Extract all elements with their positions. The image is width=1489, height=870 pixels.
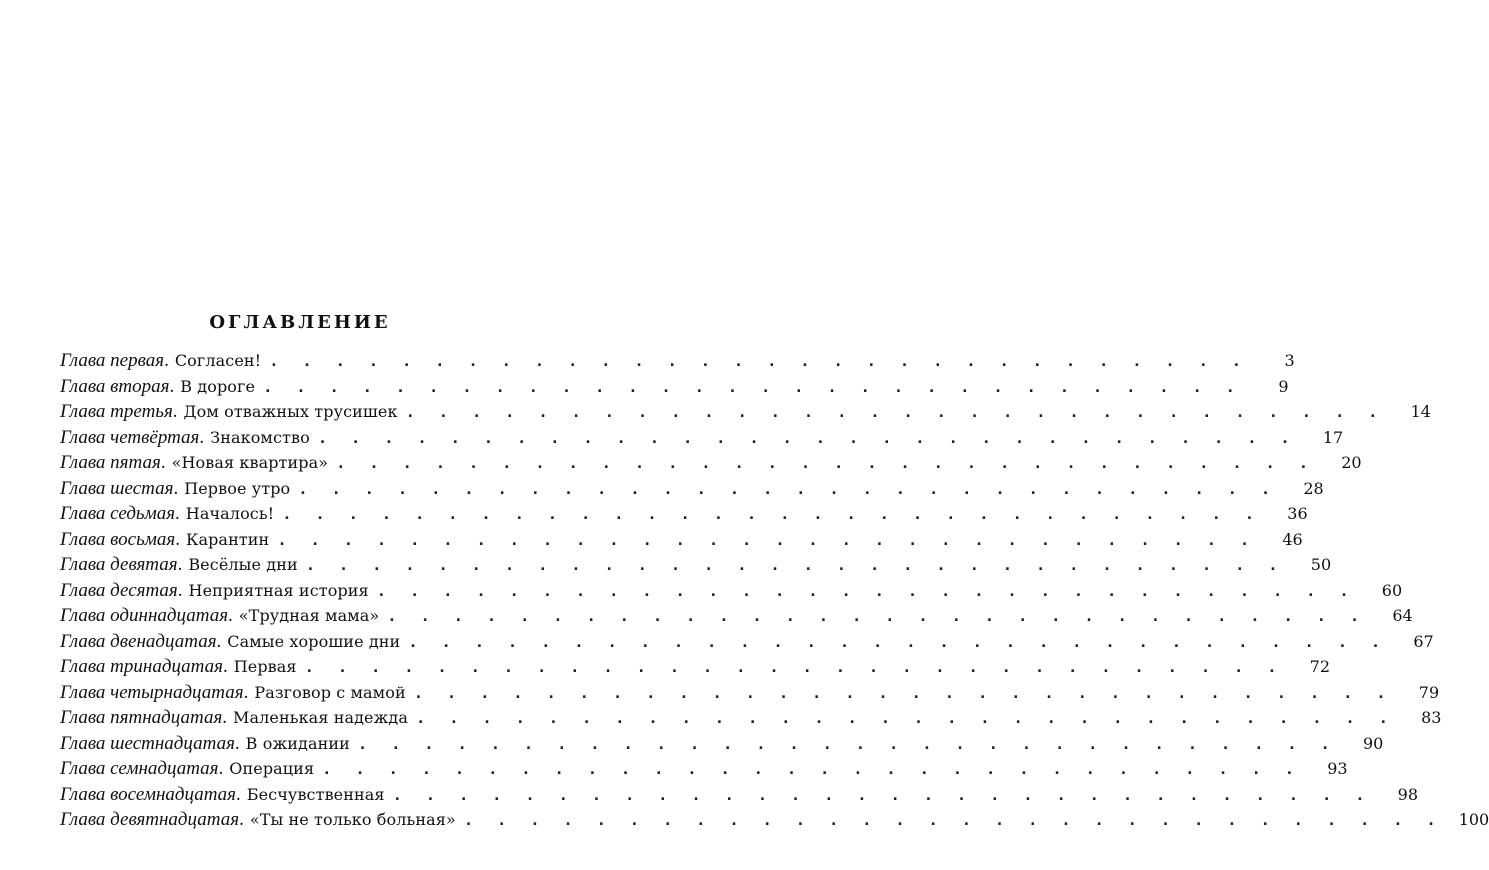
chapter-title: Карантин bbox=[185, 529, 270, 549]
page-number: 50 bbox=[1310, 555, 1332, 574]
table-of-contents bbox=[60, 350, 1489, 835]
separator: . bbox=[175, 503, 180, 524]
toc-entry bbox=[60, 783, 1419, 810]
separator: . bbox=[173, 477, 179, 499]
dot-leader: . . . . . . . . . . . . . . . . . . . . . . . . . . . . . . bbox=[465, 813, 1446, 829]
chapter-number: Глава пятнадцатая bbox=[60, 707, 223, 728]
separator: . bbox=[234, 732, 240, 754]
chapter-number: Глава седьмая bbox=[60, 503, 176, 524]
toc-entry bbox=[60, 758, 1348, 784]
page-number: 20 bbox=[1341, 453, 1362, 472]
separator: . bbox=[218, 758, 224, 779]
separator: . bbox=[222, 656, 228, 677]
chapter-title: Началось! bbox=[185, 504, 275, 523]
page-number: 83 bbox=[1421, 708, 1442, 727]
dot-leader: . . . . . . . . . . . . . . . . . . . . . . . . . . . . . . bbox=[279, 532, 1259, 549]
page-number: 36 bbox=[1287, 504, 1308, 523]
chapter-title: «Новая квартира» bbox=[171, 453, 329, 472]
chapter-title: Согласен! bbox=[174, 351, 262, 370]
separator: . bbox=[216, 630, 222, 652]
toc-entry bbox=[60, 477, 1324, 504]
separator: . bbox=[239, 809, 244, 830]
chapter-number: Глава одиннадцатая bbox=[60, 605, 229, 626]
chapter-number: Глава четвёртая bbox=[60, 426, 200, 448]
page-number: 93 bbox=[1327, 759, 1348, 778]
toc-entry bbox=[60, 809, 1489, 835]
separator: . bbox=[175, 528, 180, 550]
chapter-number: Глава двенадцатая bbox=[60, 630, 217, 652]
dot-leader: . . . . . . . . . . . . . . . . . . . . . . . . . . . . . . bbox=[307, 558, 1288, 574]
dot-leader: . . . . . . . . . . . . . . . . . . . . . . . . . . . . . . bbox=[338, 456, 1318, 472]
page-number: 46 bbox=[1282, 529, 1303, 549]
dot-leader: . . . . . . . . . . . . . . . . . . . . . . . . . . . . . . bbox=[319, 430, 1300, 447]
chapter-number: Глава пятая bbox=[60, 452, 161, 473]
separator: . bbox=[228, 605, 233, 626]
page-number: 9 bbox=[1278, 376, 1289, 396]
chapter-title: Маленькая надежда bbox=[233, 708, 409, 727]
page-number: 64 bbox=[1392, 606, 1413, 625]
chapter-number: Глава восьмая bbox=[60, 528, 176, 550]
dot-leader: . . . . . . . . . . . . . . . . . . . . . . . . . . . . . . bbox=[300, 481, 1280, 498]
chapter-number: Глава шестая bbox=[60, 477, 174, 499]
toc-entry bbox=[60, 605, 1413, 631]
page-number: 79 bbox=[1418, 682, 1440, 702]
page-number: 67 bbox=[1413, 631, 1434, 651]
chapter-number: Глава вторая bbox=[60, 375, 170, 397]
page-number: 3 bbox=[1284, 351, 1295, 370]
separator: . bbox=[177, 554, 183, 575]
toc-entry bbox=[60, 554, 1332, 580]
page-number: 14 bbox=[1410, 402, 1431, 421]
chapter-number: Глава восемнадцатая bbox=[60, 783, 237, 805]
chapter-title: Первое утро bbox=[184, 478, 291, 498]
dot-leader: . . . . . . . . . . . . . . . . . . . . . . . . . . . . . . bbox=[407, 405, 1387, 421]
page-number: 100 bbox=[1458, 810, 1489, 829]
separator: . bbox=[164, 350, 169, 371]
dot-leader: . . . . . . . . . . . . . . . . . . . . . . . . . . . . . . bbox=[271, 354, 1251, 370]
chapter-title: В ожидании bbox=[245, 733, 350, 753]
toc-entry bbox=[60, 350, 1295, 376]
toc-entry bbox=[60, 681, 1440, 708]
chapter-title: Знакомство bbox=[210, 427, 310, 447]
separator: . bbox=[160, 452, 166, 473]
dot-leader: . . . . . . . . . . . . . . . . . . . . . . . . . . . . . . bbox=[359, 736, 1340, 753]
chapter-title: В дороге bbox=[180, 376, 256, 396]
page-number: 90 bbox=[1362, 733, 1384, 753]
page-number: 17 bbox=[1322, 427, 1344, 447]
page-number: 28 bbox=[1303, 478, 1324, 498]
chapter-title: Бесчувственная bbox=[246, 784, 385, 804]
chapter-title: Разговор с мамой bbox=[254, 682, 406, 702]
chapter-number: Глава четырнадцатая bbox=[60, 681, 244, 703]
chapter-title: Неприятная история bbox=[188, 580, 369, 600]
dot-leader: . . . . . . . . . . . . . . . . . . . . . . . . . . . . . . bbox=[324, 762, 1304, 778]
chapter-title: Весёлые дни bbox=[188, 555, 298, 574]
toc-entry bbox=[60, 375, 1289, 402]
dot-leader: . . . . . . . . . . . . . . . . . . . . . . . . . . . . . . bbox=[410, 634, 1390, 651]
chapter-number: Глава шестнадцатая bbox=[60, 732, 235, 754]
toc-heading: ОГЛАВЛЕНИЕ bbox=[209, 312, 391, 333]
page-number: 98 bbox=[1397, 784, 1419, 804]
chapter-title: «Трудная мама» bbox=[238, 606, 380, 625]
toc-entry bbox=[60, 503, 1308, 529]
separator: . bbox=[199, 426, 205, 448]
chapter-title: «Ты не только больная» bbox=[249, 810, 456, 829]
dot-leader: . . . . . . . . . . . . . . . . . . . . . . . . . . . . . . bbox=[284, 507, 1264, 523]
toc-entry bbox=[60, 630, 1434, 657]
chapter-number: Глава девятая bbox=[60, 554, 178, 575]
toc-entry bbox=[60, 732, 1384, 759]
chapter-title: Самые хорошие дни bbox=[227, 631, 401, 651]
separator: . bbox=[172, 401, 178, 422]
separator: . bbox=[177, 579, 183, 601]
separator: . bbox=[169, 375, 175, 397]
chapter-title: Дом отважных трусишек bbox=[183, 402, 398, 421]
chapter-number: Глава семнадцатая bbox=[60, 758, 219, 779]
toc-entry bbox=[60, 579, 1403, 606]
toc-entry bbox=[60, 656, 1331, 682]
dot-leader: . . . . . . . . . . . . . . . . . . . . . . . . . . . . . . bbox=[394, 787, 1375, 804]
dot-leader: . . . . . . . . . . . . . . . . . . . . . . . . . . . . . . bbox=[265, 379, 1245, 396]
dot-leader: . . . . . . . . . . . . . . . . . . . . . . . . . . . . . . bbox=[389, 609, 1369, 625]
separator: . bbox=[236, 783, 241, 805]
chapter-number: Глава третья bbox=[60, 401, 173, 422]
toc-entry bbox=[60, 707, 1442, 733]
toc-entry bbox=[60, 426, 1344, 453]
toc-entry bbox=[60, 452, 1362, 478]
chapter-number: Глава десятая bbox=[60, 579, 178, 601]
dot-leader: . . . . . . . . . . . . . . . . . . . . . . . . . . . . . . bbox=[306, 660, 1287, 676]
separator: . bbox=[243, 681, 249, 703]
dot-leader: . . . . . . . . . . . . . . . . . . . . . . . . . . . . . . bbox=[418, 711, 1398, 727]
chapter-title: Операция bbox=[229, 759, 315, 778]
dot-leader: . . . . . . . . . . . . . . . . . . . . . . . . . . . . . . bbox=[378, 583, 1359, 600]
chapter-number: Глава тринадцатая bbox=[60, 656, 223, 677]
page-number: 60 bbox=[1381, 580, 1403, 600]
toc-entry bbox=[60, 528, 1303, 555]
chapter-number: Глава первая bbox=[60, 350, 165, 371]
toc-entry bbox=[60, 401, 1431, 427]
separator: . bbox=[222, 707, 228, 728]
chapter-number: Глава девятнадцатая bbox=[60, 809, 240, 830]
dot-leader: . . . . . . . . . . . . . . . . . . . . . . . . . . . . . . bbox=[415, 685, 1396, 702]
page-number: 72 bbox=[1309, 657, 1331, 676]
chapter-title: Первая bbox=[233, 657, 297, 676]
